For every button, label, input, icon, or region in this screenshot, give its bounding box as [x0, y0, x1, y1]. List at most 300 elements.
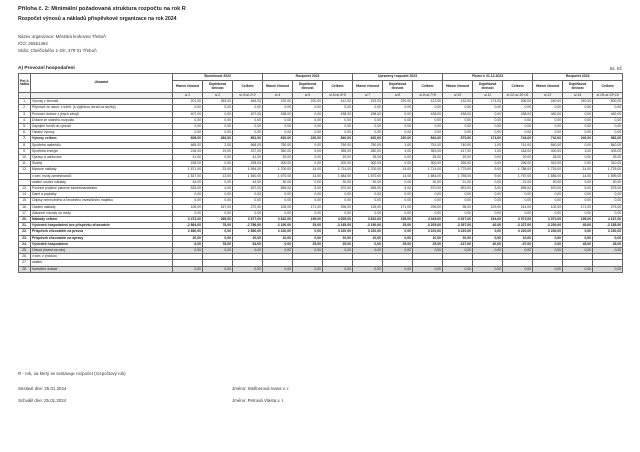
value-cell: 0,00 [473, 235, 503, 241]
value-cell: 14,00 [563, 173, 593, 179]
row-label: Odvod (invest.na min) [31, 248, 173, 254]
row-number: 22. [19, 229, 31, 235]
value-cell: 3 220,00 [353, 229, 383, 235]
value-cell: 0,00 [173, 198, 203, 204]
value-cell: 0,00 [263, 130, 293, 136]
value-cell: 1 571,00 [173, 167, 203, 173]
value-cell: 0,00 [563, 130, 593, 136]
value-cell: 570,00 [413, 186, 443, 192]
value-cell: 300,00 [263, 161, 293, 167]
value-cell: 3 972,00 [533, 217, 563, 223]
value-cell: 296,00 [413, 204, 443, 210]
value-cell: 0,00 [383, 111, 413, 117]
value-cell: 132,00 [443, 99, 473, 105]
value-cell: 750,00 [263, 142, 293, 148]
value-cell: 228,00 [233, 161, 263, 167]
value-cell: 0,00 [413, 105, 443, 111]
value-cell: 0,00 [323, 124, 353, 130]
row-number: 13. [19, 186, 31, 192]
value-cell: 0,00 [293, 210, 323, 216]
row-number: 26. [19, 254, 31, 260]
value-cell: 0,00 [473, 179, 503, 185]
value-cell: 2,00 [203, 142, 233, 148]
value-cell: 30,00 [323, 179, 353, 185]
value-cell: -3 357,00 [443, 223, 473, 229]
value-cell: 0,00 [593, 192, 623, 198]
row-number: 5. [19, 124, 31, 130]
table-row [19, 266, 623, 272]
value-cell: 0,00 [173, 124, 203, 130]
value-cell: 0,00 [563, 124, 593, 130]
value-cell: 40,00 [473, 241, 503, 247]
value-cell: 0,00 [233, 248, 263, 254]
value-cell: 45,00 [593, 241, 623, 247]
value-cell: 195,00 [293, 217, 323, 223]
org-name: Název organizace: Městská knihovna Třeboň [18, 34, 106, 39]
value-cell: 0,00 [323, 192, 353, 198]
row-number: 23. [19, 235, 31, 241]
value-cell: 0,00 [203, 105, 233, 111]
value-cell: 740,00 [443, 142, 473, 148]
row-label: Ostatní výnosy [31, 130, 173, 136]
value-cell: 10,00 [503, 235, 533, 241]
value-cell: 3 677,00 [233, 217, 263, 223]
value-cell: 620,00 [263, 136, 293, 142]
value-cell: 744,00 [503, 136, 533, 142]
value-cell: 0,00 [473, 192, 503, 198]
document-title: Příloha č. 2: Minimální požadovaná struktura rozpočtu na rok R [18, 6, 186, 12]
budget-table [18, 73, 623, 273]
value-cell: 438,00 [353, 111, 383, 117]
value-cell: 0,00 [293, 142, 323, 148]
value-cell: 741,00 [503, 142, 533, 148]
value-cell: 0,00 [473, 266, 503, 272]
value-cell: 575,00 [593, 186, 623, 192]
value-cell: 0,00 [593, 235, 623, 241]
value-cell: -97,00 [503, 241, 533, 247]
value-cell: 0,00 [383, 155, 413, 161]
value-cell: 0,00 [383, 117, 413, 123]
value-cell: 0,00 [203, 179, 233, 185]
row-number: 12. [19, 167, 31, 173]
value-cell: 438,00 [323, 111, 353, 117]
value-cell: 3 220,00 [263, 229, 293, 235]
value-cell: 570,00 [443, 136, 473, 142]
value-cell: 0,00 [203, 210, 233, 216]
value-cell: -3 227,00 [503, 223, 533, 229]
group-header: Rozpočet 2024 [533, 74, 623, 81]
value-cell: 240,00 [533, 99, 563, 105]
value-cell: 3 220,00 [443, 229, 473, 235]
value-cell: 25,00 [353, 155, 383, 161]
row-number: 8. [19, 142, 31, 148]
value-cell: 0,00 [563, 198, 593, 204]
value-cell: -3 205,00 [413, 223, 443, 229]
value-cell: 0,00 [323, 210, 353, 216]
value-cell: 0,00 [473, 229, 503, 235]
value-cell: 2 850,00 [233, 229, 263, 235]
col-indicator-header: Ukazatel [31, 74, 173, 93]
value-cell: 1 684,00 [323, 173, 353, 179]
value-cell: 78,00 [203, 241, 233, 247]
value-cell: 0,00 [173, 266, 203, 272]
value-cell: -3 190,00 [353, 223, 383, 229]
value-cell: 1 779,00 [443, 167, 473, 173]
value-cell: 0,00 [323, 248, 353, 254]
value-cell: 23,00 [203, 167, 233, 173]
value-cell: 0,00 [383, 105, 413, 111]
value-cell: 751,00 [413, 142, 443, 148]
value-cell: 2 850,00 [173, 229, 203, 235]
value-cell: 105,00 [173, 204, 203, 210]
value-cell: 0,00 [413, 124, 443, 130]
value-cell: 403,00 [593, 148, 623, 154]
value-cell: 3 810,00 [263, 217, 293, 223]
org-ico: IČO: 26551464 [18, 41, 48, 46]
value-cell: 0,00 [263, 266, 293, 272]
value-cell: 154,00 [473, 217, 503, 223]
value-cell: 0,00 [293, 235, 323, 241]
value-cell: 0,00 [593, 266, 623, 272]
value-cell: 218,00 [173, 148, 203, 154]
value-cell: 565,00 [263, 186, 293, 192]
index-cell: sl.7 [353, 93, 383, 99]
row-number: 6. [19, 130, 31, 136]
value-cell: 0,00 [353, 105, 383, 111]
value-cell: 0,00 [293, 111, 323, 117]
value-cell: 0,00 [293, 266, 323, 272]
value-cell: 14,00 [383, 167, 413, 173]
value-cell: 220,00 [293, 99, 323, 105]
value-cell: 3 971,00 [503, 217, 533, 223]
value-cell: 400,00 [533, 148, 563, 154]
value-cell: 0,00 [203, 117, 233, 123]
sub-header: Celkem [593, 81, 623, 93]
value-cell: 78,00 [203, 223, 233, 229]
row-number: 16. [19, 204, 31, 210]
value-cell: 0,00 [173, 117, 203, 123]
sub-header: Hlavní činnost [173, 81, 203, 93]
value-cell: 570,00 [323, 186, 353, 192]
value-cell: 1 685,00 [533, 173, 563, 179]
value-cell: 0,00 [323, 117, 353, 123]
value-cell: 3 230,00 [593, 229, 623, 235]
value-cell: 10,00 [413, 235, 443, 241]
value-cell: 1 684,00 [413, 173, 443, 179]
row-label: ostatní osobní náklady [31, 179, 173, 185]
value-cell: 0,00 [263, 248, 293, 254]
footnote: R - rok, na který se sestavuje rozpočet (rozpočtový rok) [18, 371, 126, 376]
value-cell: 350,00 [353, 148, 383, 154]
value-cell: 45,00 [563, 241, 593, 247]
row-number: 25. [19, 248, 31, 254]
value-cell: 0,00 [293, 198, 323, 204]
value-cell: 0,00 [353, 248, 383, 254]
row-label: Zapojení fondů do výnosů [31, 124, 173, 130]
value-cell: 0,00 [473, 130, 503, 136]
value-cell: -137,00 [443, 241, 473, 247]
value-cell: 350,00 [263, 148, 293, 154]
value-cell: 0,00 [413, 117, 443, 123]
value-cell: 1 699,00 [593, 173, 623, 179]
row-label: Mzdové náklady [31, 167, 173, 173]
value-cell: 0,00 [593, 105, 623, 111]
value-cell: 0,00 [293, 155, 323, 161]
value-cell: 14,00 [293, 173, 323, 179]
value-cell: 438,00 [413, 111, 443, 117]
row-label: ostatní [31, 260, 173, 266]
row-number: 9. [19, 148, 31, 154]
value-cell: 0,00 [203, 192, 233, 198]
value-cell: 750,00 [323, 142, 353, 148]
value-cell: 25,00 [413, 241, 443, 247]
value-cell: 0,00 [323, 105, 353, 111]
value-cell: 1 758,00 [443, 173, 473, 179]
value-cell: 0,00 [383, 266, 413, 272]
value-cell: 3 472,00 [173, 217, 203, 223]
value-cell: 20,00 [323, 155, 353, 161]
value-cell: 1 714,00 [413, 167, 443, 173]
value-cell: 0,00 [533, 210, 563, 216]
value-cell: 0,00 [173, 210, 203, 216]
value-cell: 0,00 [503, 105, 533, 111]
value-cell: 0,00 [203, 111, 233, 117]
value-cell: 0,00 [533, 198, 563, 204]
value-cell: 10,00 [263, 235, 293, 241]
value-cell: 192,00 [353, 99, 383, 105]
row-number: 15. [19, 198, 31, 204]
value-cell: 171,00 [293, 204, 323, 210]
value-cell: 3 220,00 [323, 229, 353, 235]
index-cell: sl.1 [173, 93, 203, 99]
budget-title: Rozpočet výnosů a nákladů příspěvkové organizace na rok 2024 [18, 16, 177, 22]
row-number: 24. [19, 241, 31, 247]
row-label: Výnosy celkem [31, 136, 173, 142]
value-cell: 0,00 [443, 198, 473, 204]
value-cell: 1 700,00 [353, 167, 383, 173]
row-label: v tom: z provozu [31, 254, 173, 260]
value-cell: 0,00 [263, 192, 293, 198]
value-cell: 750,00 [353, 142, 383, 148]
value-cell: 3 220,00 [503, 229, 533, 235]
value-cell: 220,00 [383, 136, 413, 142]
value-cell: 1 729,00 [593, 167, 623, 173]
value-cell: 20,00 [443, 155, 473, 161]
value-cell: 0,00 [293, 117, 323, 123]
value-cell: 0,00 [563, 210, 593, 216]
value-cell: 0,00 [233, 117, 263, 123]
value-cell: 1,00 [473, 142, 503, 148]
row-label: Služby [31, 161, 173, 167]
value-cell: 0,00 [173, 130, 203, 136]
value-cell: 283,00 [203, 99, 233, 105]
value-cell: 129,00 [473, 204, 503, 210]
value-cell: 167,00 [203, 204, 233, 210]
value-cell: 438,00 [263, 111, 293, 117]
row-number: 3. [19, 111, 31, 117]
value-cell: 537,00 [233, 186, 263, 192]
value-cell: 5,00 [293, 186, 323, 192]
value-cell: 1 594,00 [233, 167, 263, 173]
value-cell: 40,00 [473, 223, 503, 229]
value-cell: 1 788,00 [503, 167, 533, 173]
value-cell: -2 786,00 [233, 223, 263, 229]
value-cell: 608,00 [173, 136, 203, 142]
value-cell: 0,00 [533, 124, 563, 130]
row-number: 1. [19, 99, 31, 105]
row-label: Provozní dotace z jiných zdrojů [31, 111, 173, 117]
value-cell: 500,00 [593, 99, 623, 105]
value-cell: 10,00 [323, 235, 353, 241]
value-cell: 418,00 [503, 148, 533, 154]
value-cell: 25,00 [293, 223, 323, 229]
value-cell: 0,00 [473, 248, 503, 254]
row-label: Dotace ze státního rozpočtu [31, 117, 173, 123]
value-cell: 20,00 [503, 155, 533, 161]
sub-header: Celkem [413, 81, 443, 93]
value-cell: 0,00 [293, 105, 323, 111]
value-cell: 0,00 [383, 179, 413, 185]
value-cell: 0,00 [383, 229, 413, 235]
value-cell: 19,00 [203, 148, 233, 154]
value-cell: 0,00 [443, 105, 473, 111]
value-cell: 0,00 [263, 241, 293, 247]
value-cell: 195,00 [563, 217, 593, 223]
value-cell: 533,00 [173, 186, 203, 192]
value-cell: 0,00 [443, 124, 473, 130]
row-label: Spotřeba energie [31, 148, 173, 154]
value-cell: 0,00 [383, 192, 413, 198]
value-cell: 0,00 [383, 248, 413, 254]
index-cell: sl.5 [293, 93, 323, 99]
value-cell: 25,00 [533, 155, 563, 161]
value-cell: 30,00 [593, 179, 623, 185]
section-title: A) Provozní hospodaření [18, 66, 75, 71]
value-cell: 0,00 [443, 266, 473, 272]
value-cell: 0,00 [473, 161, 503, 167]
value-cell: 592,00 [443, 186, 473, 192]
value-cell: 4 005,00 [323, 217, 353, 223]
value-cell: 0,00 [593, 124, 623, 130]
value-cell: 0,00 [203, 130, 233, 136]
value-cell: 0,00 [533, 105, 563, 111]
unit-label: tis. Kč [610, 66, 622, 71]
value-cell: 30,00 [263, 179, 293, 185]
value-cell: 1 540,00 [233, 173, 263, 179]
value-cell: 0,00 [233, 198, 263, 204]
value-cell: 201,00 [173, 99, 203, 105]
value-cell: 0,00 [473, 117, 503, 123]
sub-header: Doplňková činnost [203, 81, 233, 93]
value-cell: 665,00 [173, 142, 203, 148]
value-cell: 300,00 [413, 161, 443, 167]
value-cell: -3 230,00 [533, 223, 563, 229]
value-cell: 3 927,00 [443, 217, 473, 223]
value-cell: 0,00 [173, 248, 203, 254]
value-cell: 174,00 [473, 136, 503, 142]
row-label: Příspěvek zřizovatele na opravy [31, 235, 173, 241]
value-cell: 9,00 [473, 167, 503, 173]
row-number: 4. [19, 117, 31, 123]
row-number: 20. [19, 217, 31, 223]
value-cell: 14,00 [293, 167, 323, 173]
value-cell: 4 167,00 [593, 217, 623, 223]
value-cell: 3,00 [383, 148, 413, 154]
value-cell: 412,00 [323, 99, 353, 105]
value-cell: -2 864,00 [173, 223, 203, 229]
value-cell: 0,00 [443, 248, 473, 254]
value-cell: 21,00 [503, 179, 533, 185]
value-cell: 14,00 [563, 167, 593, 173]
value-cell: 407,00 [173, 111, 203, 117]
value-cell: 0,00 [353, 130, 383, 136]
value-cell: 1 670,00 [353, 173, 383, 179]
value-cell: 0,00 [563, 266, 593, 272]
value-cell: 840,00 [413, 136, 443, 142]
value-cell: 296,00 [503, 161, 533, 167]
value-cell: 417,00 [443, 148, 473, 154]
value-cell: 0,00 [383, 210, 413, 216]
value-cell: 0,00 [203, 155, 233, 161]
value-cell: 0,00 [413, 130, 443, 136]
row-number: 2. [19, 105, 31, 111]
value-cell: 0,00 [503, 266, 533, 272]
value-cell: 407,00 [233, 111, 263, 117]
value-cell: 0,00 [533, 130, 563, 136]
value-cell: 220,00 [293, 136, 323, 142]
value-cell: 0,00 [293, 229, 323, 235]
row-label: Daně a poplatky [31, 192, 173, 198]
row-number: 10. [19, 155, 31, 161]
value-cell: 1 714,00 [323, 167, 353, 173]
value-cell: 0,00 [503, 198, 533, 204]
value-cell: 240,00 [563, 99, 593, 105]
value-cell: 570,00 [533, 186, 563, 192]
row-number: 11. [19, 161, 31, 167]
value-cell: 20,00 [263, 155, 293, 161]
value-cell: 0,00 [293, 130, 323, 136]
value-cell: 412,00 [413, 99, 443, 105]
value-cell: 0,00 [383, 235, 413, 241]
value-cell: 0,00 [443, 130, 473, 136]
prepared-name: Jméno: Stellnerová Ivana v. r. [232, 386, 290, 391]
value-cell: 1,00 [473, 148, 503, 154]
value-cell: 0,00 [563, 179, 593, 185]
row-label: Příjmové ze úsluh. z tržeb. (s výjimkou úhrad za služby) [31, 105, 173, 111]
value-cell: 6,00 [173, 241, 203, 247]
value-cell: 891,00 [233, 136, 263, 142]
value-cell: 25,00 [383, 241, 413, 247]
index-cell: sl.9=sl.7+8 [413, 93, 443, 99]
value-cell: 300,00 [353, 161, 383, 167]
value-cell: 45,00 [563, 223, 593, 229]
index-cell: sl.15=sl.13+14 [593, 93, 623, 99]
value-cell: 296,00 [443, 161, 473, 167]
value-cell: 0,00 [563, 111, 593, 117]
value-cell: 125,00 [353, 204, 383, 210]
value-cell: 0,00 [233, 192, 263, 198]
value-cell: 0,00 [503, 192, 533, 198]
value-cell: 0,00 [563, 229, 593, 235]
value-cell: 0,00 [473, 105, 503, 111]
value-cell: 0,00 [353, 124, 383, 130]
value-cell: 0,00 [203, 161, 233, 167]
value-cell: 25,00 [413, 155, 443, 161]
value-cell: 840,00 [533, 142, 563, 148]
value-cell: 0,00 [473, 198, 503, 204]
value-cell: 0,00 [533, 266, 563, 272]
value-cell: 0,00 [383, 124, 413, 130]
